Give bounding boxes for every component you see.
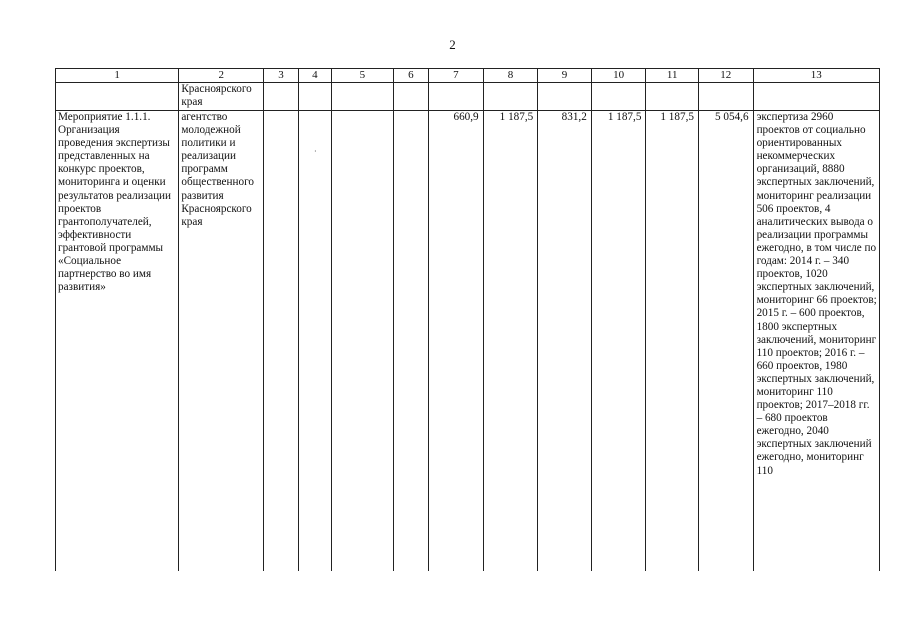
cell-col6 — [393, 111, 428, 572]
expected-result: экспертиза 2960 проектов от социально ориентированных некоммерческих организаций, 8880 экспертных заключений, мониторинг реализации 506 проектов, 4 аналитических вывода о реализации программы ежегодно, в том числе по годам: 2014 г. – 340 проектов, 1020 экспертных заключений, мониторинг 66 проектов; 2015 г. – 600 проектов, 1800 экспертных заключений, мониторинг 110 проектов; 2016 г. – 660 проектов, 1980 экспертных заключений, мониторинг 110 проектов; 2017–2018 гг. – 680 проектов ежегодно, 2040 экспертных заключений ежегодно, мониторинг 110 — [753, 111, 879, 572]
header-cell-11: 11 — [646, 69, 699, 83]
header-cell-9: 9 — [538, 69, 592, 83]
continuation-row — [56, 83, 880, 111]
executor: агентство молодежной политики и реализации программ общественного развития Красноярского края — [179, 111, 264, 572]
stray-mark: · — [314, 147, 317, 156]
continuation-executor: Красноярского края — [179, 83, 264, 111]
header-cell-6: 6 — [393, 69, 428, 83]
page-number: 2 — [449, 37, 456, 52]
value-col11: 1 187,5 — [646, 111, 699, 572]
header-cell-7: 7 — [429, 69, 484, 83]
cell-col3 — [264, 111, 298, 572]
header-cell-2: 2 — [179, 69, 264, 83]
program-table — [55, 68, 880, 571]
header-cell-12: 12 — [698, 69, 753, 83]
header-cell-4: 4 — [298, 69, 331, 83]
header-cell-8: 8 — [483, 69, 538, 83]
table-row — [56, 111, 880, 572]
value-col12: 5 054,6 — [698, 111, 753, 572]
value-col9: 831,2 — [538, 111, 592, 572]
header-cell-5: 5 — [332, 69, 394, 83]
value-col8: 1 187,5 — [483, 111, 538, 572]
header-cell-10: 10 — [591, 69, 646, 83]
cell-col5 — [332, 111, 394, 572]
activity-name: Мероприятие 1.1.1. Организация проведения экспертизы представленных на конкурс проектов, мониторинга и оценки результатов реализации проектов грантополучателей, эффективности грантовой программы «Социальное партнерство во имя развития» — [56, 111, 179, 572]
header-cell-3: 3 — [264, 69, 298, 83]
value-col10: 1 187,5 — [591, 111, 646, 572]
cell-col4 — [298, 111, 331, 572]
value-col7: 660,9 — [429, 111, 484, 572]
header-cell-13: 13 — [753, 69, 879, 83]
header-cell-1: 1 — [56, 69, 179, 83]
table-header-row — [56, 69, 880, 83]
